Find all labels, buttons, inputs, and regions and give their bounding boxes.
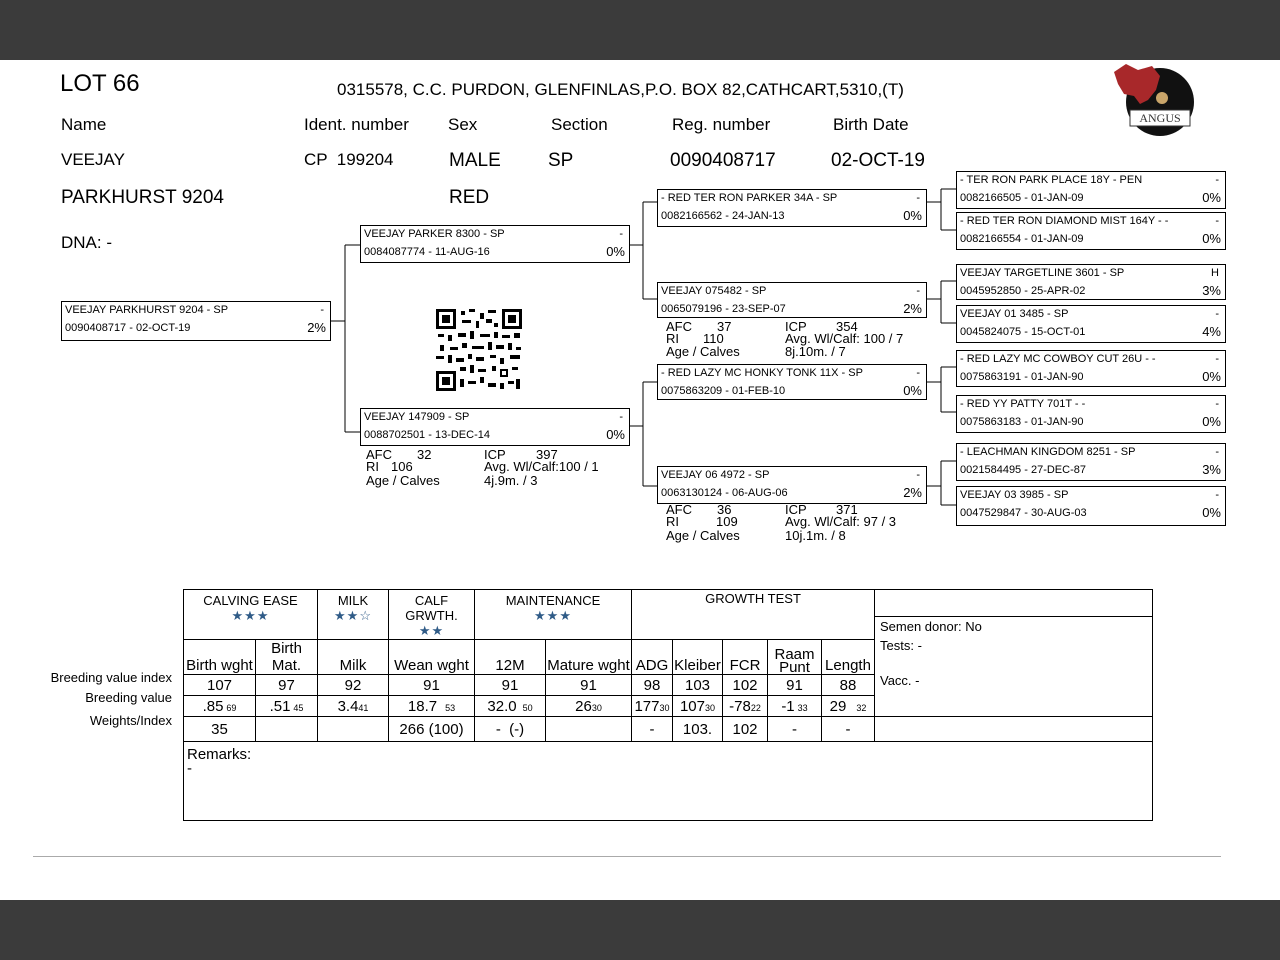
- self-name: VEEJAY PARKHURST 9204 - SP: [65, 304, 229, 316]
- sex-header: Sex: [448, 115, 478, 134]
- afc-label: AFC: [666, 319, 692, 334]
- dd-reg: 0063130124 - 06-AUG-06: [661, 487, 788, 499]
- ri-label: RI: [666, 514, 679, 529]
- gg-reg: 0082166505 - 01-JAN-09: [960, 192, 1084, 204]
- bv-accuracy: 50: [522, 702, 533, 713]
- pedigree-sire-sire[interactable]: [657, 189, 927, 227]
- gg-flag: -: [1215, 398, 1219, 410]
- avg-calf: Avg. Wl/Calf: 100 / 7: [785, 331, 904, 346]
- bv-cell: [822, 696, 875, 717]
- tests: Tests: -: [880, 638, 922, 653]
- afc-value: 37: [717, 319, 732, 334]
- dna-status: DNA: -: [61, 233, 112, 252]
- icp-label: ICP: [484, 447, 506, 462]
- ds-pct: 0%: [903, 383, 922, 398]
- age-value: 4j.9m. / 3: [484, 473, 538, 488]
- lot-number: LOT 66: [60, 70, 140, 97]
- col-header: Wean wght: [389, 640, 475, 675]
- dd-pct: 2%: [903, 485, 922, 500]
- gg-name: - LEACHMAN KINGDOM 8251 - SP: [960, 446, 1136, 458]
- remarks-text: -: [187, 760, 192, 777]
- animal-name-1: VEEJAY: [61, 150, 125, 169]
- weight-cell: -: [632, 717, 673, 742]
- star-rating: ★★★: [231, 608, 270, 623]
- gg-flag: -: [1215, 353, 1219, 365]
- star-rating: ★★: [418, 623, 445, 638]
- qr-code: [436, 309, 522, 391]
- ss-name: - RED TER RON PARKER 34A - SP: [661, 192, 838, 204]
- pedigree-gg-6[interactable]: [956, 395, 1226, 433]
- bv-accuracy: 41: [358, 702, 369, 713]
- bv-accuracy: 69: [226, 702, 237, 713]
- age-label: Age / Calves: [366, 473, 440, 488]
- bv-value: 26: [575, 697, 592, 715]
- age-label: Age / Calves: [666, 528, 740, 543]
- gg-pct: 0%: [1202, 190, 1221, 205]
- age-value: 10j.1m. / 8: [785, 528, 846, 543]
- bv-cell: [475, 696, 546, 717]
- pedigree-self[interactable]: [61, 301, 331, 341]
- age-label: Age / Calves: [666, 344, 740, 359]
- age-value: 8j.10m. / 7: [785, 344, 846, 359]
- pedigree-gg-1[interactable]: [956, 171, 1226, 209]
- gg-name: - RED LAZY MC COWBOY CUT 26U - -: [960, 353, 1156, 365]
- group-label: GROWTH TEST: [705, 591, 801, 606]
- index-cell: 91: [768, 675, 822, 696]
- dam-name: VEEJAY 147909 - SP: [364, 411, 470, 423]
- self-flag: -: [320, 304, 324, 316]
- semen-donor: Semen donor: No: [880, 619, 982, 634]
- dd-name: VEEJAY 06 4972 - SP: [661, 469, 770, 481]
- group-label: CALF GRWTH.: [405, 593, 458, 623]
- breeder-info: 0315578, C.C. PURDON, GLENFINLAS,P.O. BOX 82,CATHCART,5310,(T): [337, 80, 904, 99]
- sire-pct: 0%: [606, 244, 625, 259]
- self-pct: 2%: [307, 320, 326, 335]
- group-calving-ease: [184, 590, 318, 640]
- reg-header: Reg. number: [672, 115, 771, 134]
- gg-flag: H: [1211, 267, 1219, 279]
- animal-ident: CP 199204: [304, 150, 394, 169]
- remarks-label: Remarks:: [187, 746, 252, 763]
- gg-pct: 4%: [1202, 324, 1221, 339]
- bv-cell: [389, 696, 475, 717]
- pedigree-gg-2[interactable]: [956, 212, 1226, 250]
- sd-reg: 0065079196 - 23-SEP-07: [661, 303, 786, 315]
- side-blank: [875, 717, 1153, 742]
- weights-row: [184, 717, 1153, 742]
- sd-pct: 2%: [903, 301, 922, 316]
- gg-name: VEEJAY 01 3485 - SP: [960, 308, 1069, 320]
- icp-value: 354: [836, 319, 858, 334]
- pedigree-dam[interactable]: [360, 408, 630, 446]
- gg-name: VEEJAY TARGETLINE 3601 - SP: [960, 267, 1125, 279]
- animal-section: SP: [548, 150, 574, 171]
- group-label: MAINTENANCE: [505, 593, 601, 608]
- bv-cell: [768, 696, 822, 717]
- star-rating: ★★★: [534, 608, 572, 623]
- avg-calf: Avg. Wl/Calf:100 / 1: [484, 459, 599, 474]
- bv-value: -1: [781, 697, 795, 715]
- afc-value: 32: [417, 447, 432, 462]
- gg-name: VEEJAY 03 3985 - SP: [960, 489, 1069, 501]
- ri-value: 106: [391, 459, 413, 474]
- self-reg: 0090408717 - 02-OCT-19: [65, 322, 191, 334]
- gg-pct: 3%: [1202, 283, 1221, 298]
- icp-value: 371: [836, 502, 858, 517]
- col-header: Milk: [318, 640, 389, 675]
- afc-value: 36: [717, 502, 732, 517]
- bv-accuracy: 30: [591, 702, 602, 713]
- gg-pct: 0%: [1202, 369, 1221, 384]
- group-milk: [318, 590, 389, 640]
- index-cell: 92: [318, 675, 389, 696]
- gg-reg: 0075863183 - 01-JAN-90: [960, 416, 1084, 428]
- dd-flag: -: [916, 469, 920, 481]
- breeding-table: [183, 589, 1153, 821]
- ds-name: - RED LAZY MC HONKY TONK 11X - SP: [661, 367, 863, 379]
- pedigree-gg-8[interactable]: [956, 486, 1226, 526]
- pedigree-dam-sire[interactable]: [657, 364, 927, 400]
- icp-label: ICP: [785, 319, 807, 334]
- weight-cell: -: [768, 717, 822, 742]
- gg-name: - RED TER RON DIAMOND MIST 164Y - -: [960, 215, 1169, 227]
- gg-pct: 0%: [1202, 231, 1221, 246]
- bv-accuracy: 53: [445, 702, 456, 713]
- bv-value: .51: [269, 697, 291, 715]
- col-header: Kleiber: [673, 640, 723, 675]
- group-label: MILK: [337, 593, 369, 608]
- col-header: Length: [822, 640, 875, 675]
- pedigree-gg-7[interactable]: [956, 443, 1226, 481]
- ds-reg: 0075863209 - 01-FEB-10: [661, 385, 786, 397]
- gg-flag: -: [1215, 489, 1219, 501]
- animal-name-2: PARKHURST 9204: [61, 187, 224, 208]
- gg-reg: 0045952850 - 25-APR-02: [960, 285, 1086, 297]
- gg-pct: 0%: [1202, 505, 1221, 520]
- gg-name: - TER RON PARK PLACE 18Y - PEN: [960, 174, 1143, 186]
- ss-reg: 0082166562 - 24-JAN-13: [661, 210, 785, 222]
- index-cell: 88: [822, 675, 875, 696]
- bv-cell: [673, 696, 723, 717]
- bv-value: 177: [634, 697, 660, 715]
- ss-pct: 0%: [903, 208, 922, 223]
- vaccinations: Vacc. -: [880, 673, 920, 688]
- index-cell: 91: [389, 675, 475, 696]
- index-cell: 102: [723, 675, 768, 696]
- ds-flag: -: [916, 367, 920, 379]
- bv-value: -78: [729, 697, 751, 715]
- row-label-bv: Breeding value: [85, 690, 172, 705]
- index-cell: 91: [546, 675, 632, 696]
- bv-value: 32.0: [487, 697, 517, 715]
- bv-accuracy: 30: [705, 702, 716, 713]
- gg-reg: 0082166554 - 01-JAN-09: [960, 233, 1084, 245]
- pedigree-sire-dam[interactable]: [657, 282, 927, 318]
- bv-cell: [632, 696, 673, 717]
- bv-accuracy: 22: [750, 702, 761, 713]
- col-header: Birth wght: [184, 640, 256, 675]
- weight-cell: [318, 717, 389, 742]
- bv-cell: [184, 696, 256, 717]
- gg-reg: 0045824075 - 15-OCT-01: [960, 326, 1086, 338]
- afc-label: AFC: [666, 502, 692, 517]
- weight-cell: - (-): [475, 717, 546, 742]
- star-rating: ★★☆: [334, 608, 372, 623]
- afc-label: AFC: [366, 447, 392, 462]
- bv-cell: [546, 696, 632, 717]
- dam-flag: -: [619, 411, 623, 423]
- animal-sex: MALE: [449, 150, 501, 171]
- avg-calf: Avg. Wl/Calf: 97 / 3: [785, 514, 897, 529]
- pedigree-sire[interactable]: [360, 225, 630, 263]
- col-header: ADG: [632, 640, 673, 675]
- gg-name: - RED YY PATTY 701T - -: [960, 398, 1086, 410]
- ri-label: RI: [666, 331, 679, 346]
- col-header: 12M: [475, 640, 546, 675]
- bv-cell: [723, 696, 768, 717]
- name-header: Name: [61, 115, 107, 134]
- gg-flag: -: [1215, 446, 1219, 458]
- weight-cell: 102: [723, 717, 768, 742]
- bv-value: 3.4: [337, 697, 359, 715]
- dam-stats: [366, 448, 626, 490]
- footer-divider: [33, 856, 1221, 857]
- pedigree-gg-5[interactable]: [956, 350, 1226, 387]
- dam-pct: 0%: [606, 427, 625, 442]
- ident-header: Ident. number: [304, 115, 409, 134]
- animal-reg: 0090408717: [670, 150, 776, 171]
- index-cell: 91: [475, 675, 546, 696]
- section-header: Section: [551, 115, 608, 134]
- birth-header: Birth Date: [833, 115, 909, 134]
- row-label-index: Breeding value index: [50, 670, 172, 685]
- bv-value: 107: [679, 697, 705, 715]
- icp-label: ICP: [785, 502, 807, 517]
- index-cell: 97: [256, 675, 318, 696]
- pedigree-gg-4[interactable]: [956, 305, 1226, 343]
- bv-accuracy: 32: [856, 702, 867, 713]
- dam-reg: 0088702501 - 13-DEC-14: [364, 429, 490, 441]
- weight-cell: [256, 717, 318, 742]
- pedigree-dam-dam[interactable]: [657, 466, 927, 504]
- group-calf-growth: [389, 590, 475, 640]
- bv-cell: [256, 696, 318, 717]
- sd-name: VEEJAY 075482 - SP: [661, 285, 767, 297]
- icp-value: 397: [536, 447, 558, 462]
- gg-pct: 0%: [1202, 414, 1221, 429]
- bv-value: 29: [829, 697, 847, 715]
- animal-colour: RED: [449, 187, 490, 208]
- gg-reg: 0075863191 - 01-JAN-90: [960, 371, 1084, 383]
- bv-value: .85: [202, 697, 224, 715]
- weight-cell: [546, 717, 632, 742]
- pedigree-gg-3[interactable]: [956, 264, 1226, 300]
- bv-accuracy: 45: [293, 702, 304, 713]
- remarks-row: [184, 742, 1153, 821]
- col-header: FCR: [723, 640, 768, 675]
- dam-dam-stats: [666, 503, 926, 545]
- ss-flag: -: [916, 192, 920, 204]
- bv-value: 18.7: [407, 697, 438, 715]
- gg-flag: -: [1215, 174, 1219, 186]
- index-cell: 103: [673, 675, 723, 696]
- gg-reg: 0047529847 - 30-AUG-03: [960, 507, 1087, 519]
- row-label-weights: Weights/Index: [89, 713, 172, 728]
- sire-dam-stats: [666, 320, 926, 362]
- col-header: Birth Mat.: [256, 640, 318, 675]
- ri-label: RI: [366, 459, 379, 474]
- logo-text: ANGUS: [1139, 111, 1181, 125]
- bv-accuracy: 33: [797, 702, 808, 713]
- bv-cell: [318, 696, 389, 717]
- remarks-box: [184, 742, 1153, 821]
- group-growth-test: [632, 590, 875, 640]
- group-label: CALVING EASE: [203, 593, 298, 608]
- col-header: Raam Punt: [768, 640, 822, 675]
- gg-flag: -: [1215, 308, 1219, 320]
- ri-value: 109: [716, 514, 738, 529]
- bv-accuracy: 30: [659, 702, 670, 713]
- weight-cell: 103.: [673, 717, 723, 742]
- gg-pct: 3%: [1202, 462, 1221, 477]
- sire-reg: 0084087774 - 11-AUG-16: [364, 246, 490, 258]
- sd-flag: -: [916, 285, 920, 297]
- weight-cell: -: [822, 717, 875, 742]
- sire-flag: -: [619, 228, 623, 240]
- sire-name: VEEJAY PARKER 8300 - SP: [364, 228, 505, 240]
- group-maintenance: [475, 590, 632, 640]
- animal-birth: 02-OCT-19: [831, 150, 925, 171]
- col-header: Mature wght: [546, 640, 632, 675]
- weight-cell: 266 (100): [389, 717, 475, 742]
- ri-value: 110: [703, 331, 724, 346]
- gg-reg: 0021584495 - 27-DEC-87: [960, 464, 1086, 476]
- index-cell: 107: [184, 675, 256, 696]
- side-info: [875, 590, 1153, 717]
- index-cell: 98: [632, 675, 673, 696]
- weight-cell: 35: [184, 717, 256, 742]
- gg-flag: -: [1215, 215, 1219, 227]
